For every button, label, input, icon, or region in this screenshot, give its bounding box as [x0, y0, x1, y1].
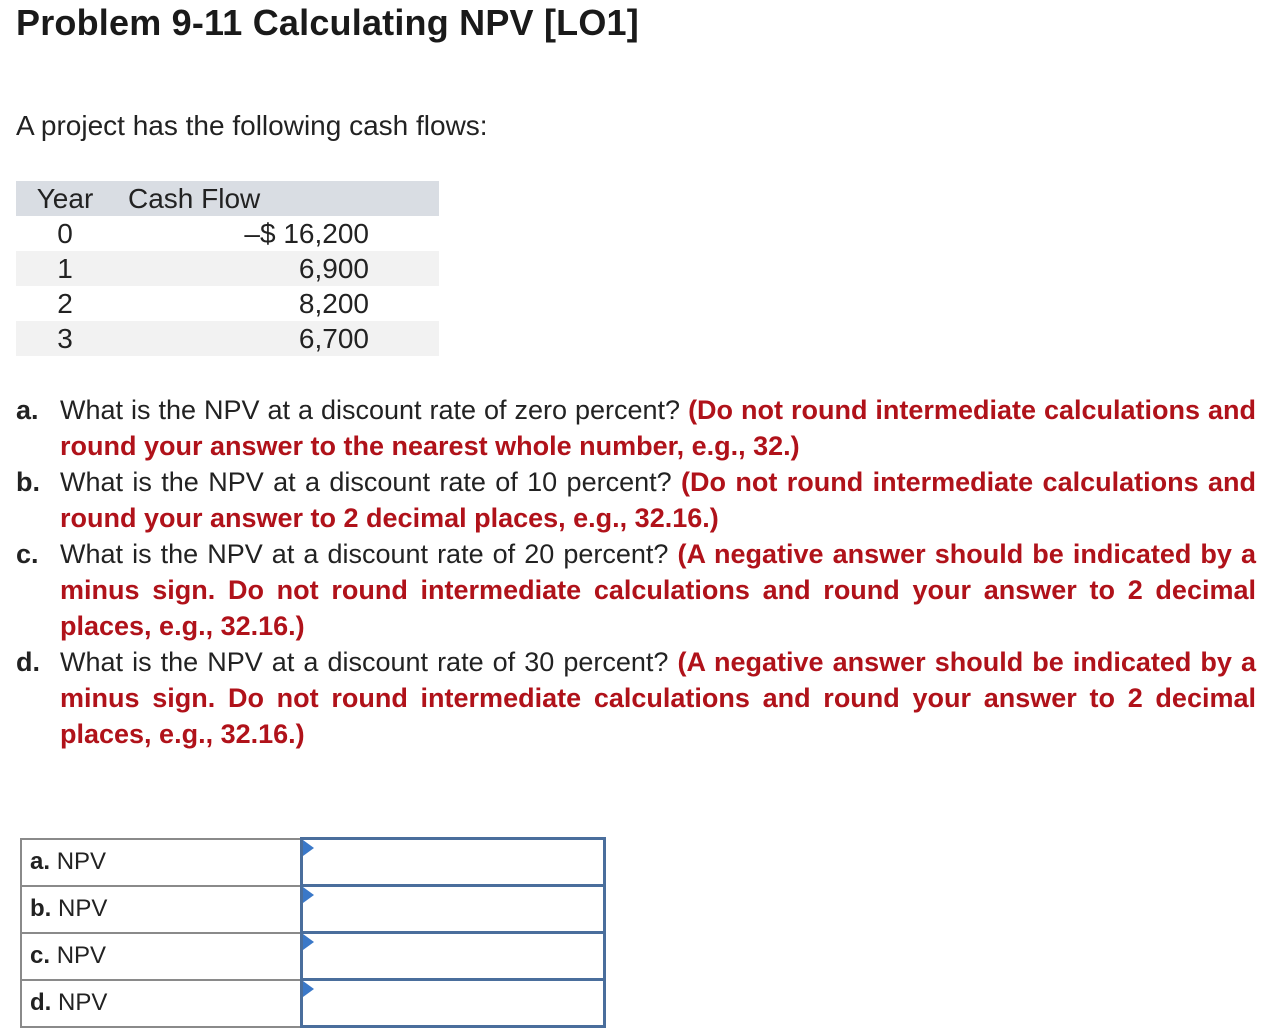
answer-label-letter: d. [30, 989, 52, 1016]
npv-a-input[interactable] [303, 842, 603, 882]
answer-label-letter: c. [30, 942, 51, 969]
cash-flow-cell: 8,200 [298, 287, 369, 319]
year-cell: 3 [16, 321, 114, 356]
npv-b-input[interactable] [303, 889, 603, 929]
question-text: What is the NPV at a discount rate of 10 percent? [60, 467, 672, 497]
answer-label-text: NPV [56, 942, 107, 969]
table-row [16, 251, 439, 286]
input-marker-icon [303, 981, 314, 997]
question-label: b. [16, 467, 40, 497]
npv-d-input[interactable] [303, 983, 603, 1023]
answer-label [21, 980, 302, 1027]
cash-flow-cell: 6,700 [114, 321, 439, 356]
question-label: c. [16, 539, 39, 569]
answer-row-c [21, 933, 605, 980]
input-marker-icon [303, 934, 314, 950]
answer-label [21, 886, 302, 933]
answer-cell [302, 933, 605, 980]
year-cell: 1 [16, 251, 114, 286]
question-text: What is the NPV at a discount rate of zero percent? [60, 395, 681, 425]
answer-label-letter: b. [30, 895, 52, 922]
answer-label [21, 839, 302, 886]
input-marker-icon [303, 840, 314, 856]
cash-flow-table [16, 181, 439, 356]
question-text: What is the NPV at a discount rate of 30 percent? [60, 647, 669, 677]
question-text: What is the NPV at a discount rate of 20 percent? [60, 539, 669, 569]
cash-flow-header-row [16, 181, 439, 216]
question-a [16, 392, 1256, 464]
table-row [16, 286, 439, 321]
question-c [16, 536, 1256, 644]
question-hint: (Do not round intermediate calculations and round your answer to the nearest whole number, e.g., 32.) [60, 395, 1256, 461]
year-cell: 0 [57, 217, 73, 249]
answer-row-b [21, 886, 605, 933]
answer-row-a [21, 839, 605, 886]
table-row [16, 216, 439, 251]
answer-cell [302, 980, 605, 1027]
problem-intro: A project has the following cash flows: [16, 110, 488, 141]
npv-c-input[interactable] [303, 936, 603, 976]
question-hint: (A negative answer should be indicated by a minus sign. Do not round intermediate calculations and round your answer to 2 decimal places, e.g., 32.16.) [60, 539, 1256, 641]
answer-label-text: NPV [58, 989, 108, 1016]
answer-label-letter: a. [30, 848, 51, 875]
year-column-header: Year [16, 181, 114, 216]
answer-table [20, 837, 606, 1028]
question-label: a. [16, 395, 39, 425]
answer-label-text: NPV [56, 848, 107, 875]
answer-label-text: NPV [58, 895, 108, 922]
table-row [16, 321, 439, 356]
question-list [16, 392, 1256, 752]
answer-cell [302, 886, 605, 933]
input-marker-icon [303, 887, 314, 903]
cash-flow-column-header: Cash Flow [114, 181, 439, 216]
cash-flow-cell: 6,900 [114, 251, 439, 286]
question-hint: (A negative answer should be indicated by a minus sign. Do not round intermediate calculations and round your answer to 2 decimal places, e.g., 32.16.) [60, 647, 1256, 749]
question-b [16, 464, 1256, 536]
question-d [16, 644, 1256, 752]
answer-row-d [21, 980, 605, 1027]
answer-label [21, 933, 302, 980]
answer-cell [302, 839, 605, 886]
year-cell: 2 [57, 287, 73, 319]
page-title: Problem 9-11 Calculating NPV [LO1] [16, 2, 639, 43]
cash-flow-cell: –$ 16,200 [244, 217, 369, 249]
question-label: d. [16, 647, 40, 677]
question-hint: (Do not round intermediate calculations and round your answer to 2 decimal places, e.g., 32.16.) [60, 467, 1256, 533]
